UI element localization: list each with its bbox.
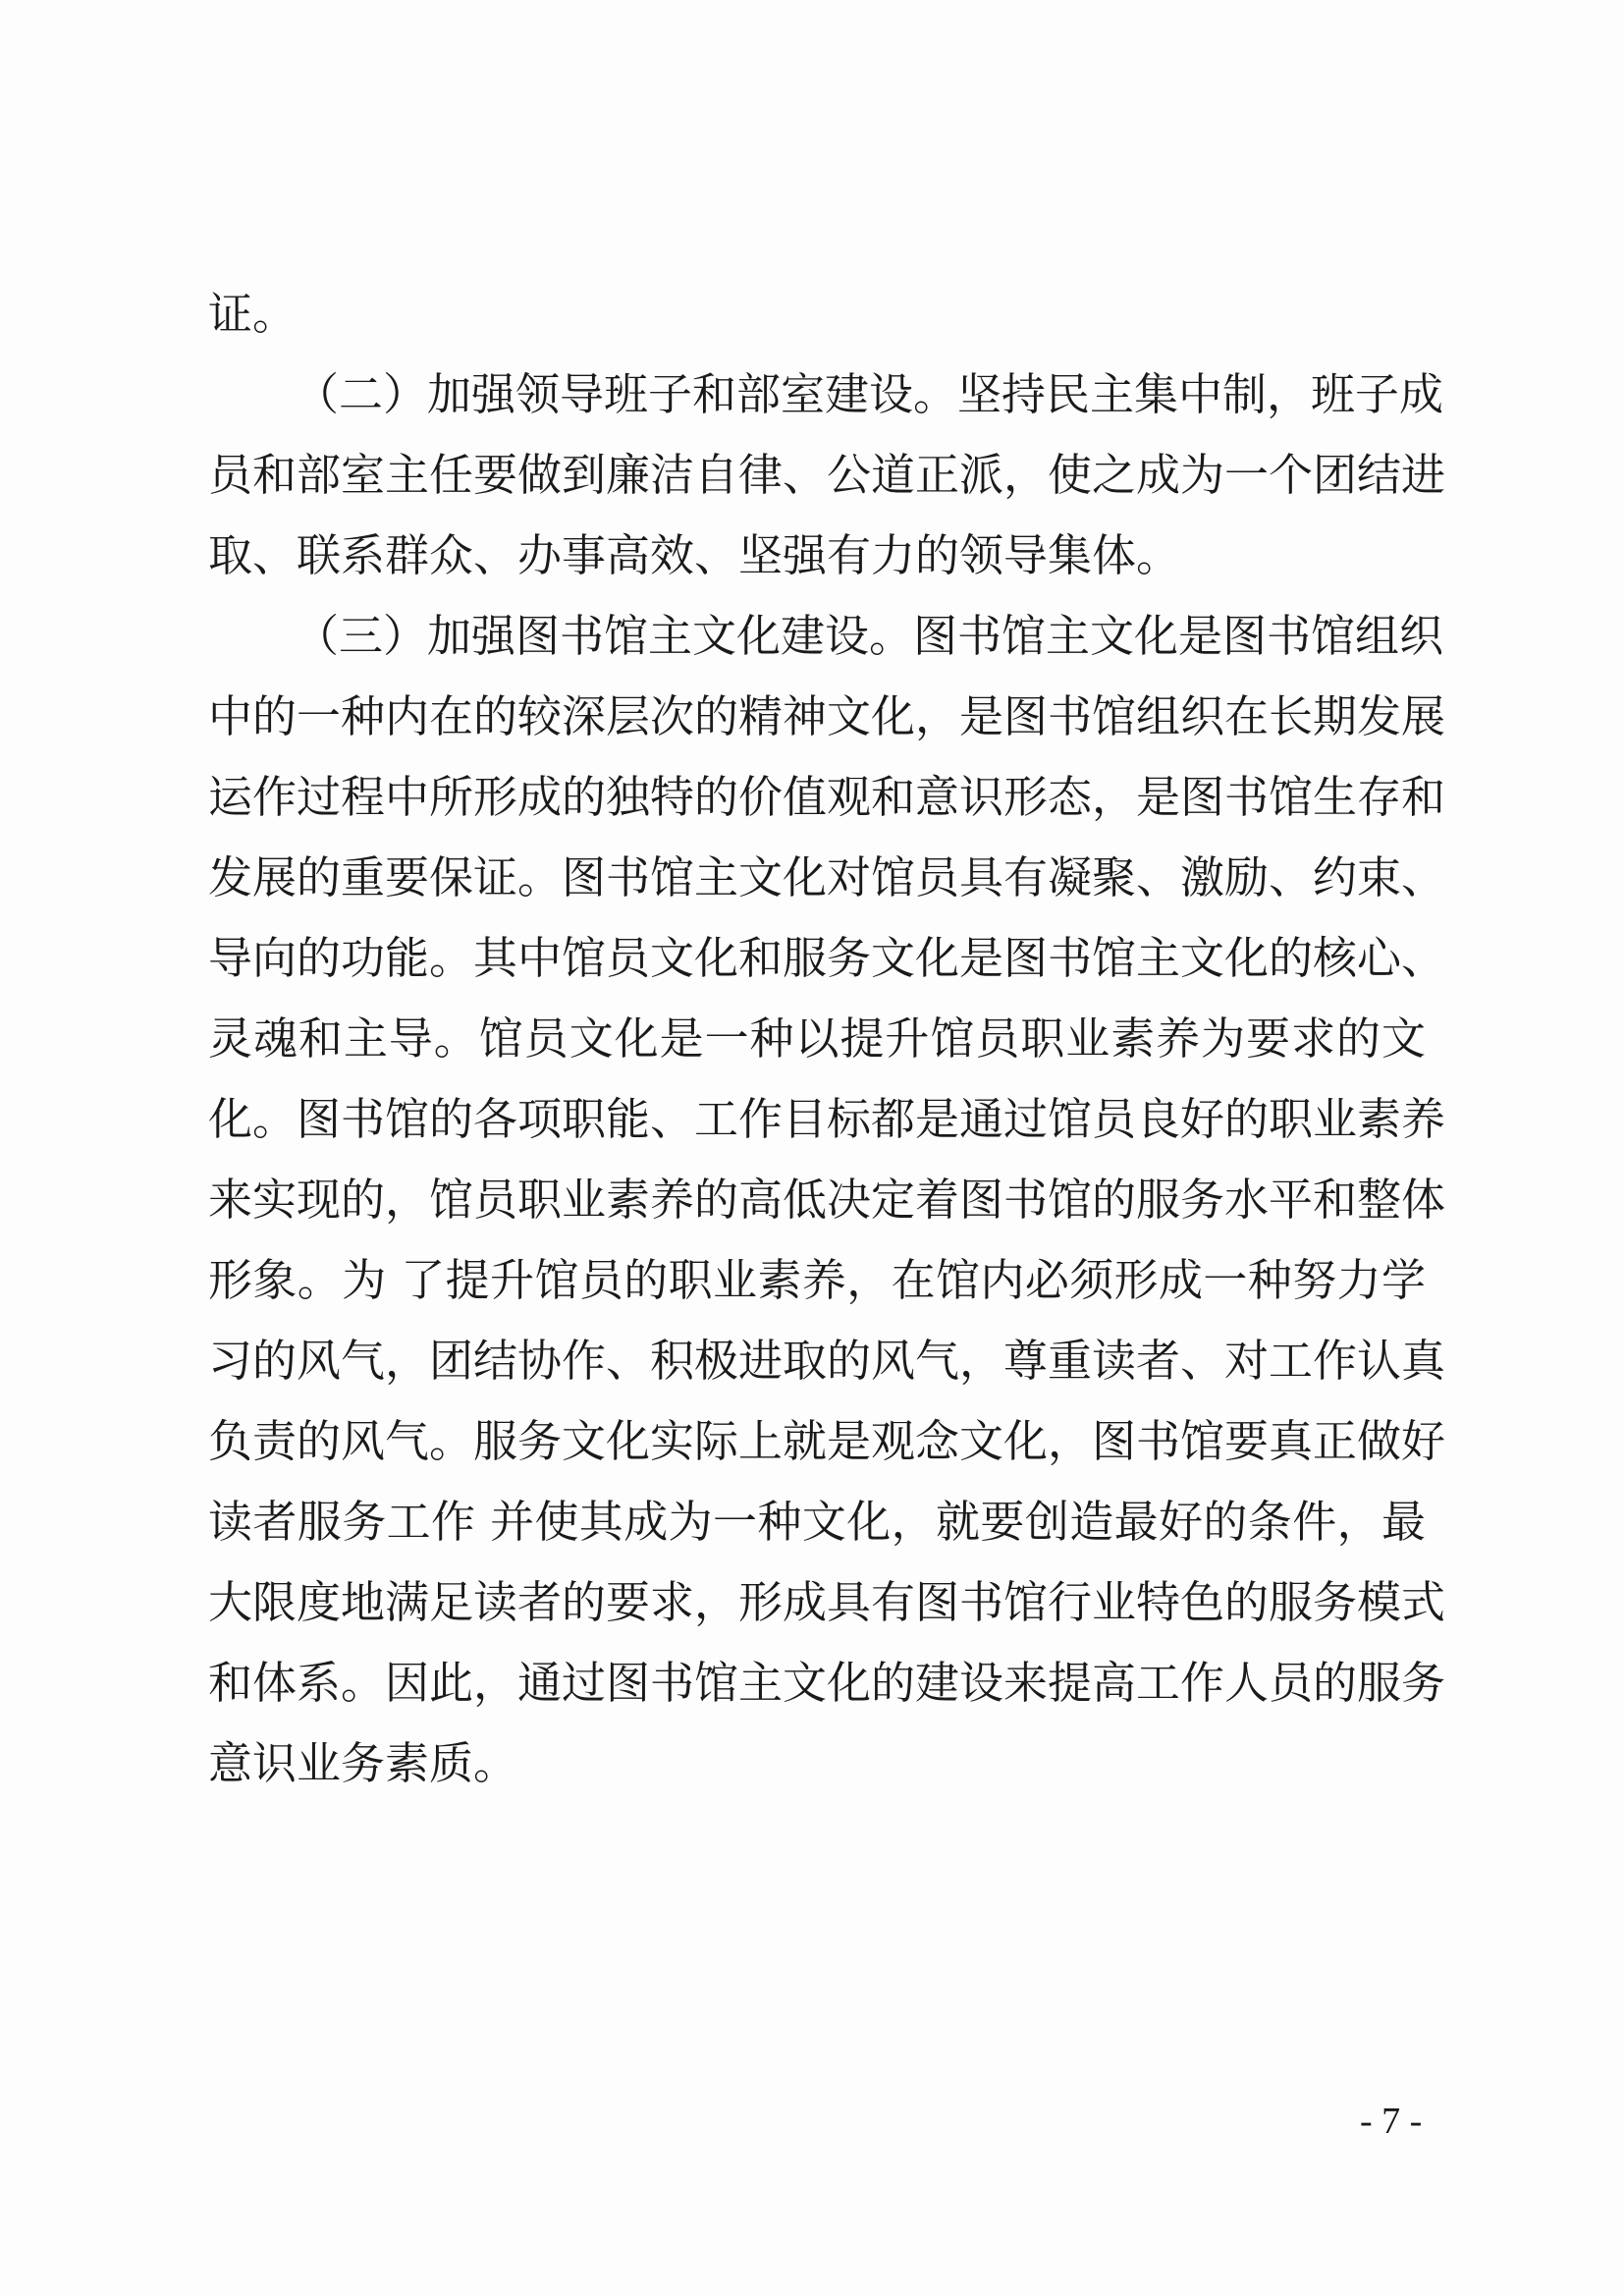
paragraph-line: 形象。为 了提升馆员的职业素养，在馆内必须形成一种努力学 xyxy=(208,1254,1426,1306)
paragraph-line: 导向的功能。其中馆员文化和服务文化是图书馆主文化的核心、 xyxy=(208,932,1446,984)
paragraph-line: 员和部室主任要做到廉洁自律、公道正派，使之成为一个团结进 xyxy=(208,449,1446,501)
paragraph-line: 来实现的，馆员职业素养的高低决定着图书馆的服务水平和整体 xyxy=(208,1174,1446,1226)
paragraph-line: 习的风气，团结协作、积极进取的风气，尊重读者、对工作认真 xyxy=(208,1335,1446,1387)
paragraph-line: 读者服务工作 并使其成为一种文化，就要创造最好的条件，最 xyxy=(208,1496,1426,1548)
paragraph-line: 发展的重要保证。图书馆主文化对馆员具有凝聚、激励、约束、 xyxy=(208,851,1446,903)
paragraph-line: 化。图书馆的各项职能、工作目标都是通过馆员良好的职业素养 xyxy=(208,1093,1446,1145)
paragraph-line: 意识业务素质。 xyxy=(208,1737,518,1789)
paragraph-line: （二）加强领导班子和部室建设。坚持民主集中制，班子成 xyxy=(295,368,1444,420)
paragraph-line: 大限度地满足读者的要求，形成具有图书馆行业特色的服务模式 xyxy=(208,1576,1446,1628)
paragraph-line: 和体系。因此，通过图书馆主文化的建设来提高工作人员的服务 xyxy=(208,1657,1446,1709)
paragraph-line: （三）加强图书馆主文化建设。图书馆主文化是图书馆组织 xyxy=(295,610,1444,662)
paragraph-line: 证。 xyxy=(208,288,298,340)
page-number: - 7 - xyxy=(1360,2101,1423,2142)
paragraph-line: 取、联系群众、办事高效、坚强有力的领导集体。 xyxy=(208,529,1181,581)
paragraph-line: 运作过程中所形成的独特的价值观和意识形态，是图书馆生存和 xyxy=(208,771,1446,823)
paragraph-line: 中的一种内在的较深层次的精神文化，是图书馆组织在长期发展 xyxy=(208,690,1446,742)
paragraph-line: 负责的风气。服务文化实际上就是观念文化，图书馆要真正做好 xyxy=(208,1415,1446,1467)
paragraph-line: 灵魂和主导。馆员文化是一种以提升馆员职业素养为要求的文 xyxy=(208,1012,1426,1065)
